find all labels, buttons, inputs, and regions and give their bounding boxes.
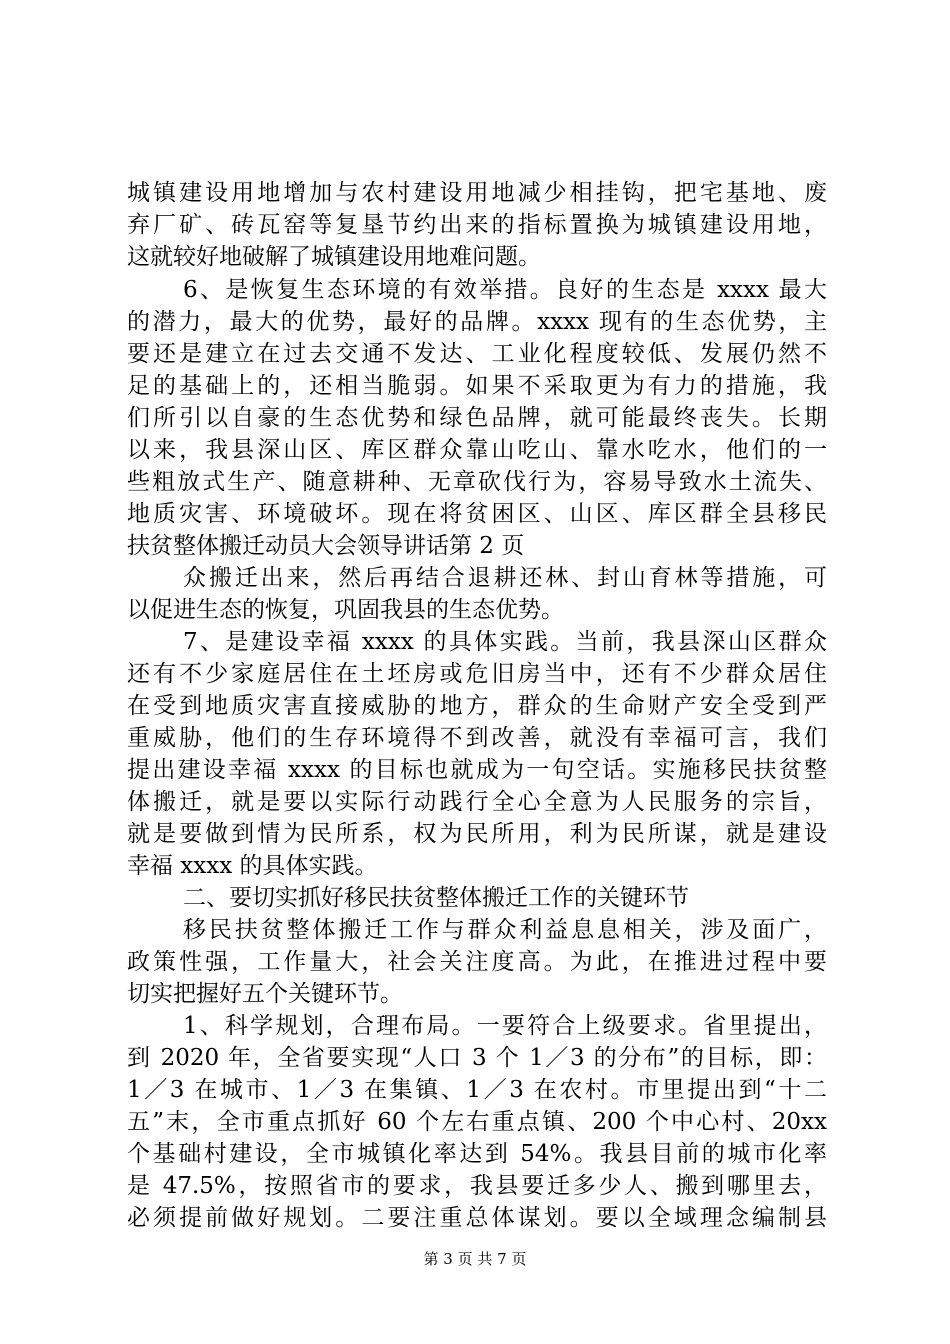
- text-line: 必须提前做好规划。二要注重总体谋划。要以全域理念编制县: [127, 1205, 827, 1231]
- text-line: 地质灾害、环境破坏。现在将贫困区、山区、库区群全县移民: [127, 501, 827, 527]
- text-line: 这就较好地破解了城镇建设用地难问题。: [127, 244, 541, 270]
- text-line: 五”末，全市重点抓好 60 个左右重点镇、200 个中心村、20xx: [127, 1109, 827, 1135]
- text-line: 7、是建设幸福 xxxx 的具体实践。当前，我县深山区群众: [183, 629, 827, 655]
- text-line: 们所引以自豪的生态优势和绿色品牌，就可能最终丧失。长期: [127, 405, 827, 431]
- text-line: 是 47.5%，按照省市的要求，我县要迁多少人、搬到哪里去，: [127, 1173, 827, 1199]
- text-line: 个基础村建设，全市城镇化率达到 54%。我县目前的城市化率: [127, 1141, 827, 1167]
- text-line: 的潜力，最大的优势，最好的品牌。xxxx 现有的生态优势，主: [127, 309, 827, 335]
- text-line: 要还是建立在过去交通不发达、工业化程度较低、发展仍然不: [127, 341, 827, 367]
- text-line: 在受到地质灾害直接威胁的地方，群众的生命财产安全受到严: [127, 693, 827, 719]
- text-line: 1／3 在城市、1／3 在集镇、1／3 在农村。市里提出到“十二: [127, 1077, 827, 1103]
- section-heading: 二、要切实抓好移民扶贫整体搬迁工作的关键环节: [183, 885, 689, 911]
- text-line: 政策性强，工作量大，社会关注度高。为此，在推进过程中要: [127, 949, 827, 975]
- text-line: 到 2020 年，全省要实现“人口 3 个 1／3 的分布”的目标，即：: [127, 1045, 827, 1071]
- page-number-footer: 第 3 页 共 7 页: [423, 1250, 527, 1268]
- text-line: 扶贫整体搬迁动员大会领导讲话第 2 页: [127, 533, 525, 559]
- text-line: 6、是恢复生态环境的有效举措。良好的生态是 xxxx 最大: [183, 277, 827, 303]
- text-line: 就是要做到情为民所系，权为民所用，利为民所谋，就是建设: [127, 821, 827, 847]
- text-line: 以促进生态的恢复，巩固我县的生态优势。: [127, 597, 564, 623]
- text-line: 提出建设幸福 xxxx 的目标也就成为一句空话。实施移民扶贫整: [127, 757, 827, 783]
- text-line: 些粗放式生产、随意耕种、无章砍伐行为，容易导致水土流失、: [127, 469, 827, 495]
- text-line: 幸福 xxxx 的具体实践。: [127, 853, 378, 879]
- text-line: 城镇建设用地增加与农村建设用地减少相挂钩，把宅基地、废: [127, 180, 827, 206]
- text-line: 1、科学规划，合理布局。一要符合上级要求。省里提出，: [183, 1013, 827, 1039]
- text-line: 还有不少家庭居住在土坯房或危旧房当中，还有不少群众居住: [127, 661, 827, 687]
- text-line: 体搬迁，就是要以实际行动践行全心全意为人民服务的宗旨，: [127, 789, 827, 815]
- text-line: 移民扶贫整体搬迁工作与群众利益息息相关，涉及面广，: [183, 917, 827, 943]
- text-line: 以来，我县深山区、库区群众靠山吃山、靠水吃水，他们的一: [127, 437, 827, 463]
- text-line: 众搬迁出来，然后再结合退耕还林、封山育林等措施，可: [183, 565, 827, 591]
- text-line: 重威胁，他们的生存环境得不到改善，就没有幸福可言，我们: [127, 725, 827, 751]
- text-line: 足的基础上的，还相当脆弱。如果不采取更为有力的措施，我: [127, 373, 827, 399]
- text-line: 弃厂矿、砖瓦窑等复垦节约出来的指标置换为城镇建设用地，: [127, 212, 827, 238]
- text-line: 切实把握好五个关键环节。: [127, 981, 403, 1007]
